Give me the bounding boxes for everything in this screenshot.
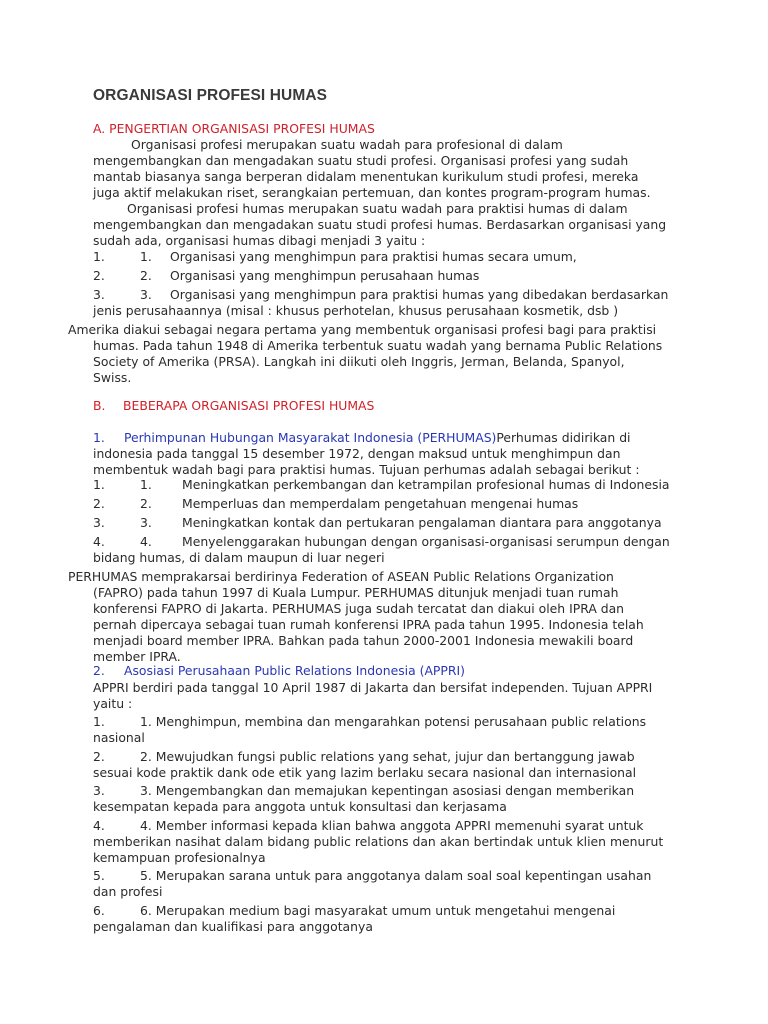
- section-b-number: B.: [93, 398, 106, 413]
- list-number: 4.: [140, 534, 152, 549]
- paragraph-line: pernah dipercaya sebagai tuan rumah konferensi IPRA pada tahun 1995. Indonesia telah: [93, 617, 644, 632]
- list-text: 6. Merupakan medium bagi masyarakat umum untuk mengetahui mengenai: [140, 903, 616, 918]
- paragraph-line: Organisasi profesi humas merupakan suatu wadah para praktisi humas di dalam: [127, 201, 628, 216]
- list-item-continuation: kemampuan profesionalnya: [93, 850, 266, 865]
- paragraph-line: sudah ada, organisasi humas dibagi menjadi 3 yaitu :: [93, 233, 426, 248]
- list-number: 5.: [93, 868, 105, 883]
- paragraph-line: Organisasi profesi merupakan suatu wadah para profesional di dalam: [131, 137, 563, 152]
- list-item-continuation: sesuai kode praktik dank ode etik yang lazim berlaku secara nasional dan internasional: [93, 765, 637, 780]
- list-text: Meningkatkan perkembangan dan ketrampilan profesional humas di Indonesia: [182, 477, 670, 492]
- paragraph-line: humas. Pada tahun 1948 di Amerika terbentuk suatu wadah yang bernama Public Relations: [93, 338, 663, 353]
- list-number: 4.: [93, 818, 105, 833]
- list-item: [93, 818, 643, 834]
- list-text: 2. Mewujudkan fungsi public relations yang sehat, jujur dan bertanggung jawab: [140, 749, 635, 764]
- list-item: [93, 868, 651, 884]
- org1-intro-tail: Perhumas didirikan di: [496, 430, 631, 445]
- paragraph-line: konferensi FAPRO di Jakarta. PERHUMAS juga sudah tercatat dan diakui oleh IPRA dan: [93, 601, 625, 616]
- list-number: 1.: [140, 249, 152, 264]
- list-item: [93, 477, 670, 493]
- list-number: 2.: [140, 268, 152, 283]
- list-item: [93, 714, 646, 730]
- paragraph-line: menjadi board member IPRA. Bahkan pada tahun 2000-2001 Indonesia mewakili board: [93, 633, 634, 648]
- list-text: Memperluas dan memperdalam pengetahuan mengenai humas: [182, 496, 579, 511]
- paragraph-line: Amerika diakui sebagai negara pertama yang membentuk organisasi profesi bagi para praktisi: [68, 322, 657, 337]
- list-item-continuation: bidang humas, di dalam maupun di luar negeri: [93, 550, 385, 565]
- paragraph-line: mengembangkan dan mengadakan suatu studi profesi. Organisasi profesi yang sudah: [93, 153, 629, 168]
- section-b-heading: [93, 398, 374, 414]
- list-text: Menyelenggarakan hubungan dengan organisasi-organisasi serumpun dengan: [182, 534, 670, 549]
- list-text: 5. Merupakan sarana untuk para anggotanya dalam soal soal kepentingan usahan: [140, 868, 652, 883]
- list-text: Organisasi yang menghimpun para praktisi humas secara umum,: [170, 249, 577, 264]
- paragraph-line: member IPRA.: [93, 649, 181, 664]
- list-number: 1.: [93, 249, 105, 264]
- org2-heading-line: [93, 663, 465, 679]
- paragraph-line: APPRI berdiri pada tanggal 10 April 1987 di Jakarta dan bersifat independen. Tujuan APPRI: [93, 680, 653, 695]
- list-number: 3.: [140, 287, 152, 302]
- list-number: 1.: [140, 477, 152, 492]
- org2-name: Asosiasi Perusahaan Public Relations Indonesia (APPRI): [124, 663, 465, 678]
- paragraph-line: Swiss.: [93, 370, 132, 385]
- list-number: 1.: [93, 477, 105, 492]
- list-text: Organisasi yang menghimpun perusahaan humas: [170, 268, 480, 283]
- list-number: 2.: [93, 749, 105, 764]
- org1-name: Perhimpunan Hubungan Masyarakat Indonesia (PERHUMAS): [124, 430, 497, 445]
- paragraph-line: Society of Amerika (PRSA). Langkah ini diikuti oleh Inggris, Jerman, Belanda, Spanyol,: [93, 354, 625, 369]
- list-number: 2.: [93, 496, 105, 511]
- list-item: [93, 903, 615, 919]
- list-text: 4. Member informasi kepada klian bahwa anggota APPRI memenuhi syarat untuk: [140, 818, 644, 833]
- list-number: 4.: [93, 534, 105, 549]
- list-item: [93, 515, 662, 531]
- paragraph-line: juga aktif melakukan riset, serangkaian pertemuan, dan kontes program-program humas.: [93, 185, 651, 200]
- list-number: 2.: [93, 268, 105, 283]
- list-item-continuation: pengalaman dan kualifikasi para anggotanya: [93, 919, 373, 934]
- list-item: [93, 783, 634, 799]
- list-item-continuation: kesempatan kepada para anggota untuk konsultasi dan kerjasama: [93, 799, 507, 814]
- org1-number: 1.: [93, 430, 105, 445]
- section-a-heading: A. PENGERTIAN ORGANISASI PROFESI HUMAS: [93, 121, 375, 136]
- list-item: [93, 496, 578, 512]
- paragraph-line: membentuk wadah bagi para praktisi humas. Tujuan perhumas adalah sebagai berikut :: [93, 462, 640, 477]
- paragraph-line: mengembangkan dan mengadakan suatu studi profesi humas. Berdasarkan organisasi yang: [93, 217, 667, 232]
- list-item-continuation: nasional: [93, 730, 145, 745]
- page-title: ORGANISASI PROFESI HUMAS: [93, 87, 328, 104]
- list-text: 1. Menghimpun, membina dan mengarahkan potensi perusahaan public relations: [140, 714, 647, 729]
- section-b-title: BEBERAPA ORGANISASI PROFESI HUMAS: [123, 398, 375, 413]
- list-item-continuation: jenis perusahaannya (misal : khusus perhotelan, khusus perusahaan kosmetik, dsb ): [93, 303, 619, 318]
- list-text: Organisasi yang menghimpun para praktisi humas yang dibedakan berdasarkan: [170, 287, 669, 302]
- list-number: 3.: [93, 783, 105, 798]
- paragraph-line: yaitu :: [93, 696, 133, 711]
- list-item: [93, 268, 479, 284]
- paragraph-line: (FAPRO) pada tahun 1997 di Kuala Lumpur. PERHUMAS ditunjuk menjadi tuan rumah: [93, 585, 619, 600]
- list-item-continuation: dan profesi: [93, 884, 163, 899]
- list-text: 3. Mengembangkan dan memajukan kepentingan asosiasi dengan memberikan: [140, 783, 635, 798]
- paragraph-line: mantab biasanya sanga berperan didalam menentukan kurikulum studi profesi, mereka: [93, 169, 639, 184]
- paragraph-line: PERHUMAS memprakarsai berdirinya Federation of ASEAN Public Relations Organization: [68, 569, 614, 584]
- list-item: [93, 749, 635, 765]
- org1-heading-line: [93, 430, 631, 446]
- list-number: 3.: [140, 515, 152, 530]
- list-number: 3.: [93, 515, 105, 530]
- org2-number: 2.: [93, 663, 105, 678]
- list-item: [93, 287, 668, 303]
- paragraph-line: indonesia pada tanggal 15 desember 1972, dengan maksud untuk menghimpun dan: [93, 446, 621, 461]
- list-text: Meningkatkan kontak dan pertukaran pengalaman diantara para anggotanya: [182, 515, 662, 530]
- list-item: [93, 249, 577, 265]
- list-item-continuation: memberikan nasihat dalam bidang public relations dan akan bertindak untuk klien menurut: [93, 834, 664, 849]
- list-item: [93, 534, 670, 550]
- list-number: 6.: [93, 903, 105, 918]
- list-number: 2.: [140, 496, 152, 511]
- list-number: 1.: [93, 714, 105, 729]
- list-number: 3.: [93, 287, 105, 302]
